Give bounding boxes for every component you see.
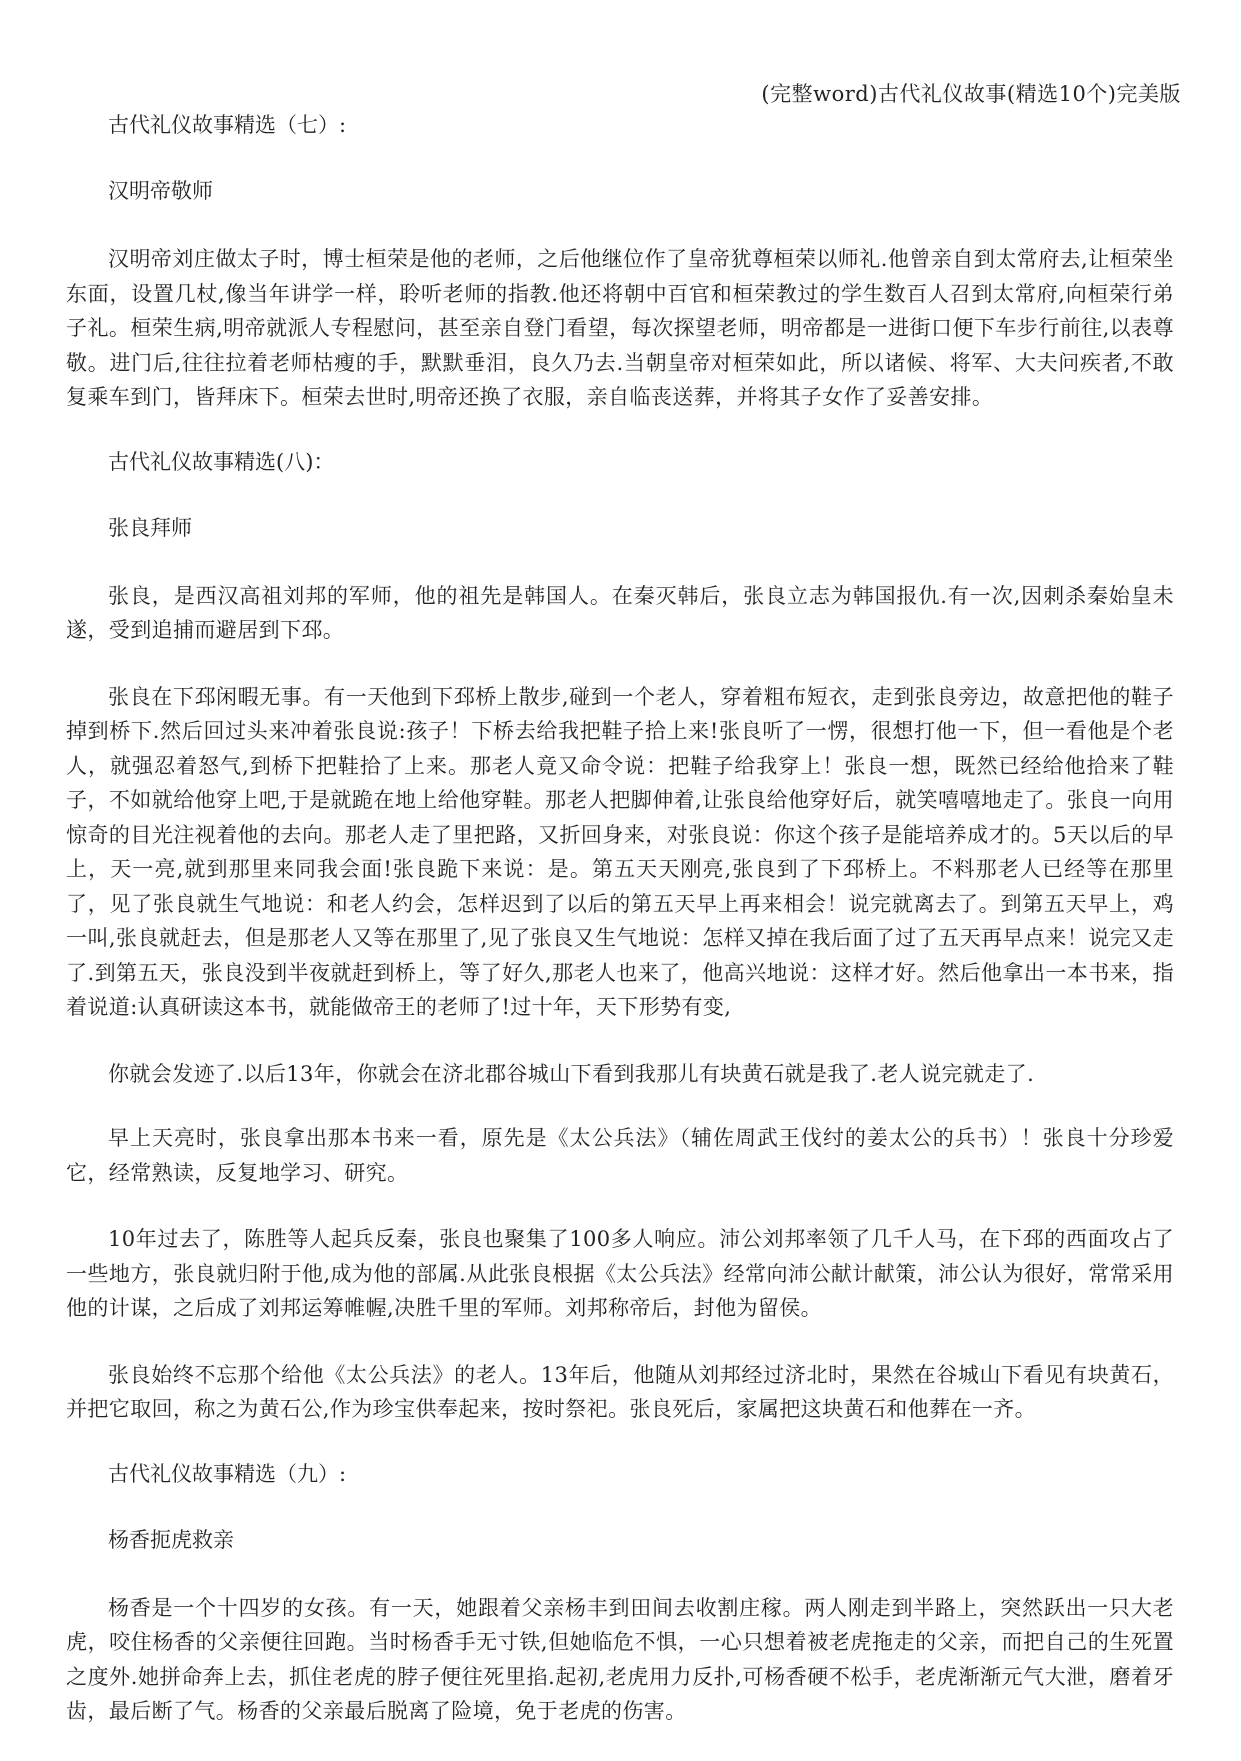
document-header-title: (完整word)古代礼仪故事(精选10个)完美版 xyxy=(761,82,1181,106)
paragraph: 汉明帝刘庄做太子时，博士桓荣是他的老师，之后他继位作了皇帝犹尊桓荣以师礼.他曾亲自到太常府去,让桓荣坐东面，设置几杖,像当年讲学一样，聆听老师的指教.他还将朝中百官和桓荣教过的学生数百人召到太常府,向桓荣行弟子礼。桓荣生病,明帝就派人专程慰问，甚至亲自登门看望，每次探望老师，明帝都是一进街口便下车步行前往,以表尊敬。进门后,往往拉着老师枯瘦的手，默默垂泪，良久乃去.当朝皇帝对桓荣如此，所以诸候、将军、大夫问疾者,不敢复乘车到门，皆拜床下。桓荣去世时,明帝还换了衣服，亲自临丧送葬，并将其子女作了妥善安排。 xyxy=(66,247,1174,409)
paragraph: 10年过去了，陈胜等人起兵反秦，张良也聚集了100多人响应。沛公刘邦率领了几千人马，在下邳的西面攻占了一些地方，张良就归附于他,成为他的部属.从此张良根据《太公兵法》经常向沛公献计献策，沛公认为很好，常常采用他的计谋，之后成了刘邦运筹帷幄,决胜千里的军师。刘邦称帝后，封他为留侯。 xyxy=(66,1227,1174,1320)
section-heading: 古代礼仪故事精选(八)： xyxy=(108,449,335,474)
story-title: 张良拜师 xyxy=(108,515,192,540)
paragraph: 杨香是一个十四岁的女孩。有一天，她跟着父亲杨丰到田间去收割庄稼。两人刚走到半路上，突然跃出一只大老虎，咬住杨香的父亲便往回跑。当时杨香手无寸铁,但她临危不惧，一心只想着被老虎拖走的父亲，而把自己的生死置之度外.她拼命奔上去，抓住老虎的脖子便往死里掐.起初,老虎用力反扑,可杨香硬不松手，老虎渐渐元气大泄，磨着牙齿，最后断了气。杨香的父亲最后脱离了险境，免于老虎的伤害。 xyxy=(66,1595,1174,1723)
paragraph: 张良始终不忘那个给他《太公兵法》的老人。13年后，他随从刘邦经过济北时，果然在谷城山下看见有块黄石，并把它取回，称之为黄石公,作为珍宝供奉起来，按时祭祀。张良死后，家属把这块黄石和他葬在一齐。 xyxy=(66,1362,1174,1421)
document-body xyxy=(66,110,1174,1761)
paragraph: 张良，是西汉高祖刘邦的军师，他的祖先是韩国人。在秦灭韩后，张良立志为韩国报仇.有一次,因刺杀秦始皇未遂，受到追捕而避居到下邳。 xyxy=(66,583,1174,642)
paragraph: 早上天亮时，张良拿出那本书来一看，原先是《太公兵法》（辅佐周武王伐纣的姜太公的兵书）！张良十分珍爱它，经常熟读，反复地学习、研究。 xyxy=(66,1126,1174,1185)
story-title: 汉明帝敬师 xyxy=(108,179,213,203)
section-heading: 古代礼仪故事精选（九）: xyxy=(108,1461,347,1486)
paragraph: 张良在下邳闲暇无事。有一天他到下邳桥上散步,碰到一个老人，穿着粗布短衣，走到张良旁边，故意把他的鞋子掉到桥下.然后回过头来冲着张良说:孩子！下桥去给我把鞋子拾上来!张良听了一愣，很想打他一下，但一看他是个老人，就强忍着怒气,到桥下把鞋拾了上来。那老人竟又命令说：把鞋子给我穿上！张良一想，既然已经给他拾来了鞋子，不如就给他穿上吧,于是就跪在地上给他穿鞋。那老人把脚伸着,让张良给他穿好后，就笑嘻嘻地走了。张良一向用惊奇的目光注视着他的去向。那老人走了里把路，又折回身来，对张良说：你这个孩子是能培养成才的。5天以后的早上，天一亮,就到那里来同我会面!张良跪下来说：是。第五天天刚亮,张良到了下邳桥上。不料那老人已经等在那里了，见了张良就生气地说：和老人约会，怎样迟到了以后的第五天早上再来相会！说完就离去了。到第五天早上，鸡一叫,张良就赶去，但是那老人又等在那里了,见了张良又生气地说：怎样又掉在我后面了过了五天再早点来！说完又走了.到第五天，张良没到半夜就赶到桥上，等了好久,那老人也来了，他高兴地说：这样才好。然后他拿出一本书来，指着说道:认真研读这本书，就能做帝王的老师了!过十年，天下形势有变, xyxy=(66,684,1174,1019)
section-heading: 古代礼仪故事精选（七）: xyxy=(108,113,347,137)
paragraph: 你就会发迹了.以后13年，你就会在济北郡谷城山下看到我那儿有块黄石就是我了.老人说完就走了. xyxy=(108,1061,1035,1086)
story-title: 杨香扼虎救亲 xyxy=(108,1527,234,1552)
